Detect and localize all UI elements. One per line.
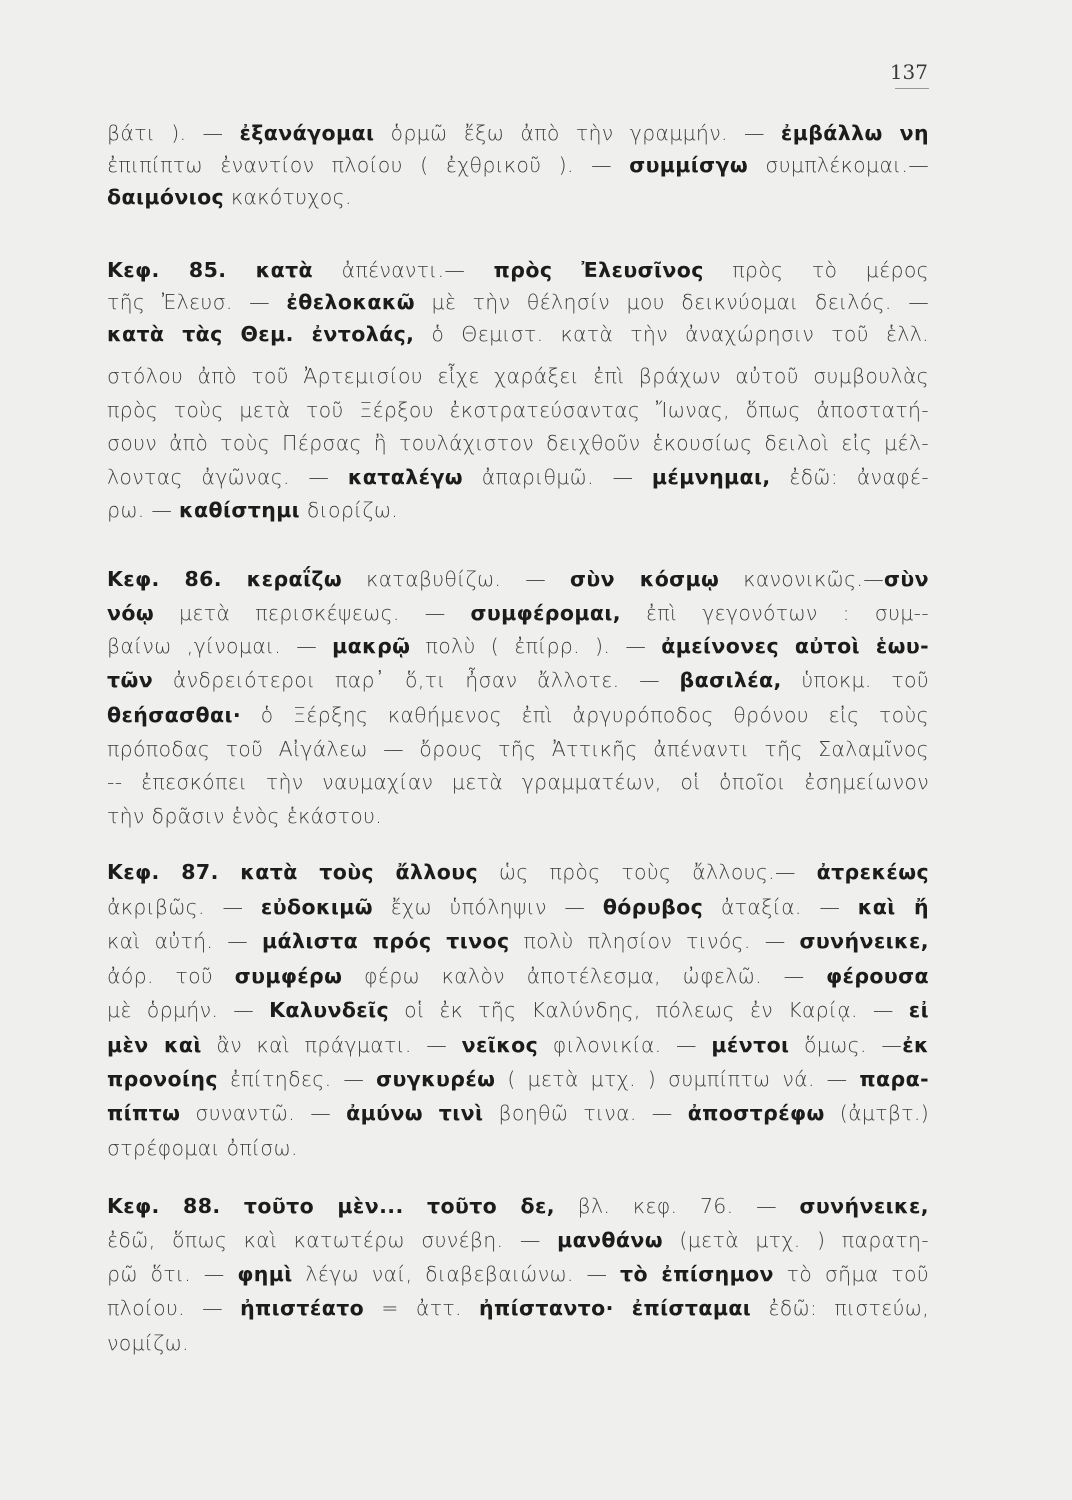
text-line: πρόποδας τοῦ Αἰγάλεω — ὄρους τῆς Ἀττικῆς ἀπέναντι τῆς Σαλαμῖνος: [107, 737, 929, 761]
text-line: -- ἐπεσκόπει τὴν ναυμαχίαν μετὰ γραμματέων, οἱ ὁποῖοι ἐσημείωνον: [107, 770, 929, 794]
text-line: νομίζω.: [107, 1331, 189, 1355]
text-line: πίπτω συναντῶ. — ἀμύνω τινὶ βοηθῶ τινα. — ἀποστρέφω (ἀμτβτ.): [107, 1101, 930, 1125]
text-line: ἐπιπίπτω ἐναντίον πλοίου ( ἐχθρικοῦ ). — συμμίσγω συμπλέκομαι.—: [107, 153, 929, 177]
text-line: καὶ αὐτή. — μάλιστα πρός τινος πολὺ πλησίον τινός. — συνήνεικε,: [107, 929, 929, 953]
text-line: τῶν ἀνδρειότεροι παρ᾽ ὅ,τι ἦσαν ἄλλοτε. — βασιλέα, ὑποκμ. τοῦ: [107, 668, 929, 692]
text-line: Κεφ. 87. κατὰ τοὺς ἄλλους ὡς πρὸς τοὺς ἄλλους.— ἀτρεκέως: [107, 860, 929, 884]
text-line: τὴν δρᾶσιν ἑνὸς ἑκάστου.: [107, 804, 383, 828]
text-line: λοντας ἀγῶνας. — καταλέγω ἀπαριθμῶ. — μέμνημαι, ἐδῶ: ἀναφέ-: [107, 465, 929, 489]
text-line: πρὸς τοὺς μετὰ τοῦ Ξέρξου ἐκστρατεύσαντας Ἴωνας, ὅπως ἀποστατή-: [107, 398, 929, 422]
text-line: τῆς Ἐλευσ. — ἐθελοκακῶ μὲ τὴν θέλησίν μου δεικνύομαι δειλός. —: [107, 290, 929, 314]
text-line: δαιμόνιος κακότυχος.: [107, 185, 352, 209]
text-line: πλοίου. — ἠπιστέατο = ἀττ. ἠπίσταντο· ἐπίσταμαι ἐδῶ: πιστεύω,: [107, 1296, 930, 1320]
text-line: ἀκριβῶς. — εὐδοκιμῶ ἔχω ὑπόληψιν — θόρυβος ἀταξία. — καὶ ἤ: [107, 895, 929, 919]
page-number: 137: [889, 60, 928, 84]
text-line: στόλου ἀπὸ τοῦ Ἀρτεμισίου εἶχε χαράξει ἐπὶ βράχων αὐτοῦ συμβουλὰς: [107, 364, 929, 388]
text-line: μὲ ὁρμήν. — Καλυνδεῖς οἱ ἐκ τῆς Καλύνδης, πόλεως ἐν Καρίᾳ. — εἰ: [107, 998, 929, 1022]
page-number-underline: [895, 88, 929, 89]
text-line: κατὰ τὰς Θεμ. ἐντολάς, ὁ Θεμιστ. κατὰ τὴν ἀναχώρησιν τοῦ ἑλλ.: [107, 322, 929, 346]
text-line: θεήσασθαι· ὁ Ξέρξης καθήμενος ἐπὶ ἀργυρόποδος θρόνου εἰς τοὺς: [107, 703, 929, 727]
text-line: σουν ἀπὸ τοὺς Πέρσας ἢ τουλάχιστον δειχθοῦν ἑκουσίως δειλοὶ εἰς μέλ-: [107, 431, 929, 455]
text-line: ἐδῶ, ὅπως καὶ κατωτέρω συνέβη. — μανθάνω (μετὰ μτχ. ) παρατη-: [107, 1228, 929, 1252]
text-line: μὲν καὶ ἂν καὶ πράγματι. — νεῖκος φιλονικία. — μέντοι ὅμως. —ἐκ: [107, 1033, 929, 1057]
text-line: βάτι ). — ἐξανάγομαι ὁρμῶ ἔξω ἀπὸ τὴν γραμμήν. — ἐμβάλλω νη: [107, 121, 929, 145]
text-line: Κεφ. 88. τοῦτο μὲν... τοῦτο δε, βλ. κεφ. 76. — συνήνεικε,: [107, 1194, 929, 1218]
text-line: ἀόρ. τοῦ συμφέρω φέρω καλὸν ἀποτέλεσμα, ὠφελῶ. — φέρουσα: [107, 964, 929, 988]
text-line: βαίνω ,γίνομαι. — μακρῷ πολὺ ( ἐπίρρ. ). — ἀμείνονες αὐτοὶ ἑωυ-: [107, 634, 929, 658]
text-line: ρω. — καθίστημι διορίζω.: [107, 498, 399, 522]
text-line: Κεφ. 86. κεραΐζω καταβυθίζω. — σὺν κόσμῳ κανονικῶς.—σὺν: [107, 567, 930, 591]
text-line: ρῶ ὅτι. — φημὶ λέγω ναί, διαβεβαιώνω. — τὸ ἐπίσημον τὸ σῆμα τοῦ: [107, 1262, 929, 1286]
text-line: στρέφομαι ὀπίσω.: [107, 1136, 298, 1160]
text-line: Κεφ. 85. κατὰ ἀπέναντι.— πρὸς Ἐλευσῖνος πρὸς τὸ μέρος: [107, 258, 930, 282]
text-line: προνοίης ἐπίτηδες. — συγκυρέω ( μετὰ μτχ. ) συμπίπτω νά. — παρα-: [107, 1067, 929, 1091]
text-line: νόῳ μετὰ περισκέψεως. — συμφέρομαι, ἐπὶ γεγονότων : συμ--: [107, 601, 929, 625]
